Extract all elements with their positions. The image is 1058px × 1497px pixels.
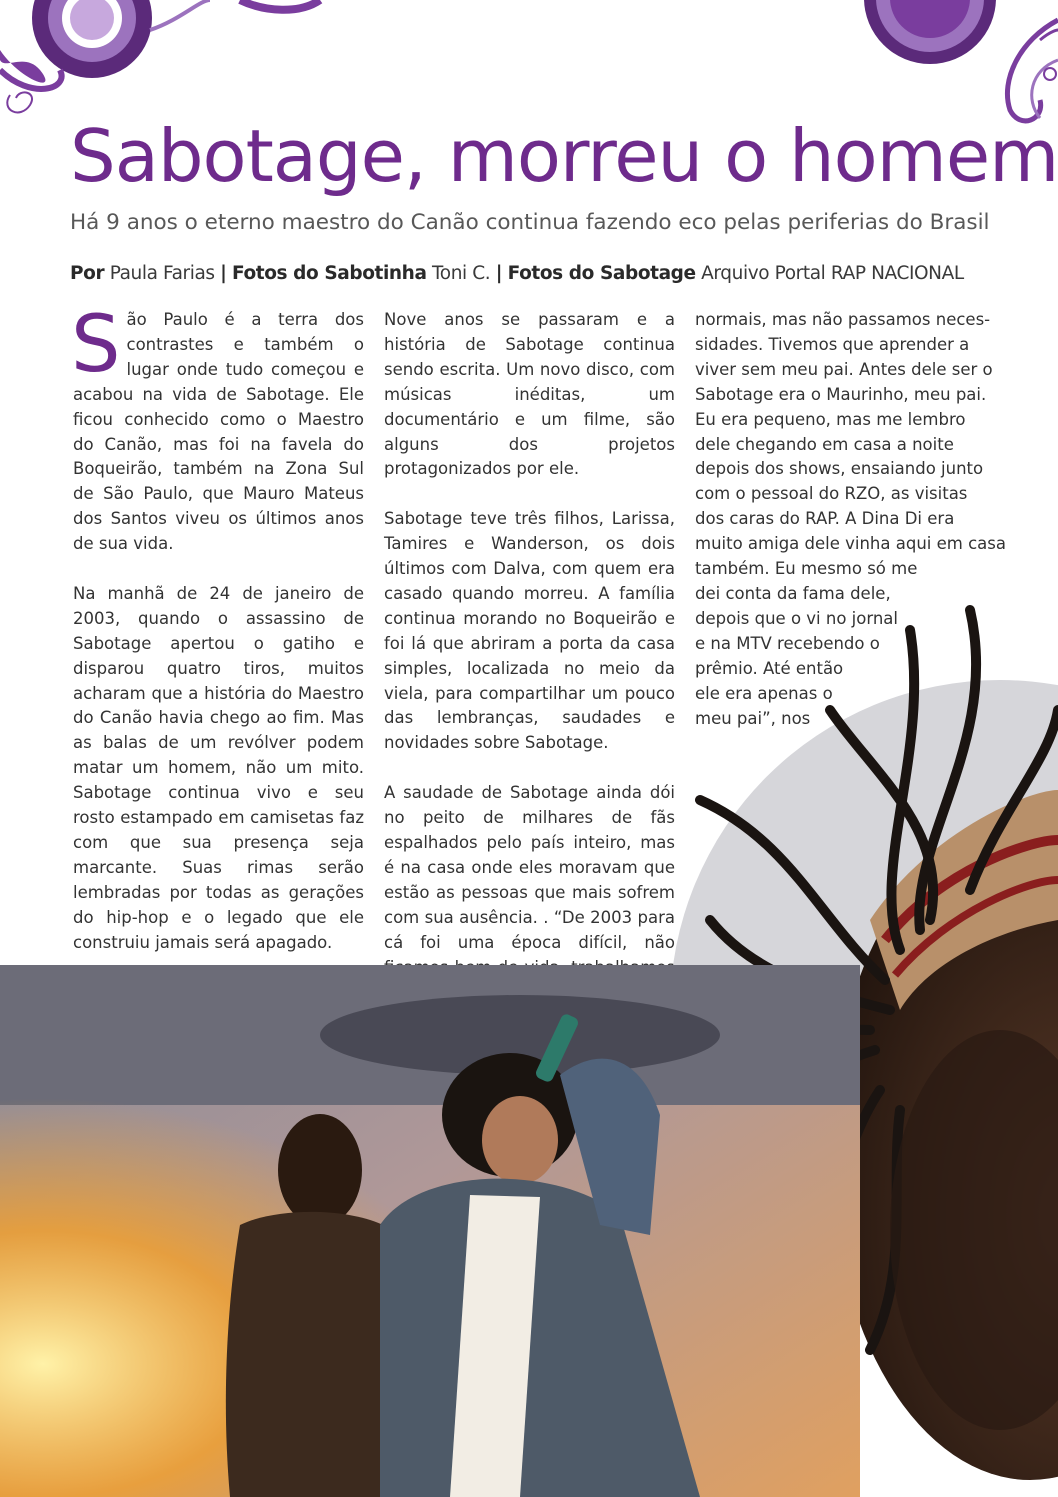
byline-separator: | (220, 263, 227, 284)
text-line: depois que o vi no jornal (695, 608, 899, 628)
text-line: com o pessoal do RZO, as visitas (695, 484, 968, 504)
text-line: dele chegando em casa a noite (695, 434, 954, 454)
text-line: normais, mas não passamos neces- (695, 310, 991, 329)
text-line: Eu era pequeno, mas me lembro (695, 409, 966, 429)
text-line: prêmio. Até então (695, 658, 844, 678)
paragraph: Sabotage teve três filhos, Larissa, Tamires e Wanderson, os dois últimos com Dalva, com quem era casado quando morreu. A família continua morando no Boqueirão e foi lá que abriram a porta da casa simples, localizada no meio da viela, para compartilhar um pouco das lembranças, saudades e novidades sobre Sabotage. (384, 509, 675, 753)
article-title: Sabotage, morreu o homem (70, 114, 1058, 198)
drop-cap: S (71, 300, 121, 390)
text-line: viver sem meu pai. Antes dele ser o (695, 359, 993, 379)
text-line: ele era apenas o (695, 683, 833, 703)
article-column-3 (695, 308, 1006, 731)
byline-by-label: Por (70, 263, 105, 284)
text-line: depois dos shows, ensaiando junto (695, 459, 984, 479)
article-column-1 (71, 300, 364, 980)
text-line: Sabotage era o Maurinho, meu pai. (695, 384, 987, 404)
byline (70, 258, 964, 290)
paragraph: Na manhã de 24 de janeiro de 2003, quando o assassino de Sabotage apertou o gatiho e disparou quatro tiros, muitos acharam que a história do Maestro do Canão havia chego ao fim. Mas as balas de um revólver podem matar um homem, não um mito. Sabotage continua vivo e seu rosto estampado em camisetas faz com que sua presença seja marcante. Suas rimas serão lembradas por todas as gerações do hip-hop e o legado que ele construiu jamais será apagado. (73, 583, 364, 952)
byline-photos2-credit: Arquivo Portal RAP NACIONAL (701, 263, 964, 284)
paragraph: A saudade de Sabotage ainda dói no peito de milhares de fãs espalhados pelo país inteiro, mas é na casa onde eles moravam que estão as pessoas que mais sofrem com sua ausência. . “De 2003 para cá foi uma época difícil, não (384, 783, 675, 952)
text-line: muito amiga dele vinha aqui em casa (695, 534, 1006, 554)
byline-separator: | (495, 263, 503, 284)
byline-author: Paula Farias (109, 263, 215, 284)
concert-photo (0, 965, 860, 1497)
article-subtitle: Há 9 anos o eterno maestro do Canão continua fazendo eco pelas periferias do Brasil (70, 210, 990, 235)
paragraph: Nove anos se passaram e a história de Sabotage continua sendo escrita. Um novo disco, com músicas inéditas, um documentário e um filme, são alguns dos projetos protagonizados por ele. (384, 310, 675, 479)
text-line: também. Eu mesmo só me (695, 559, 918, 579)
byline-photos2-label: Fotos do Sabotage (507, 263, 696, 284)
text-line: sidades. Tivemos que aprender a (695, 334, 970, 354)
text-line: dei conta da fama dele, (695, 583, 891, 603)
paragraph-text: ão Paulo é a terra dos contrastes e também o lugar onde tudo começou e acabou na vida de Sabotage. Ele ficou conhecido como o Maestro do Canão, mas foi na favela do Boqueirão, também na Zona Sul de São Paulo, que Mauro Mateus dos Santos viveu os últimos anos de sua vida. (73, 310, 364, 554)
byline-photos1-label: Fotos do Sabotinha (231, 263, 427, 284)
byline-photos1-credit: Toni C. (432, 263, 491, 284)
article-column-2 (384, 308, 675, 1030)
text-line: dos caras do RAP. A Dina Di era (695, 509, 955, 529)
text-line: meu pai”, nos (695, 708, 811, 728)
paragraph (71, 300, 364, 557)
text-line: e na MTV recebendo o (695, 633, 880, 653)
